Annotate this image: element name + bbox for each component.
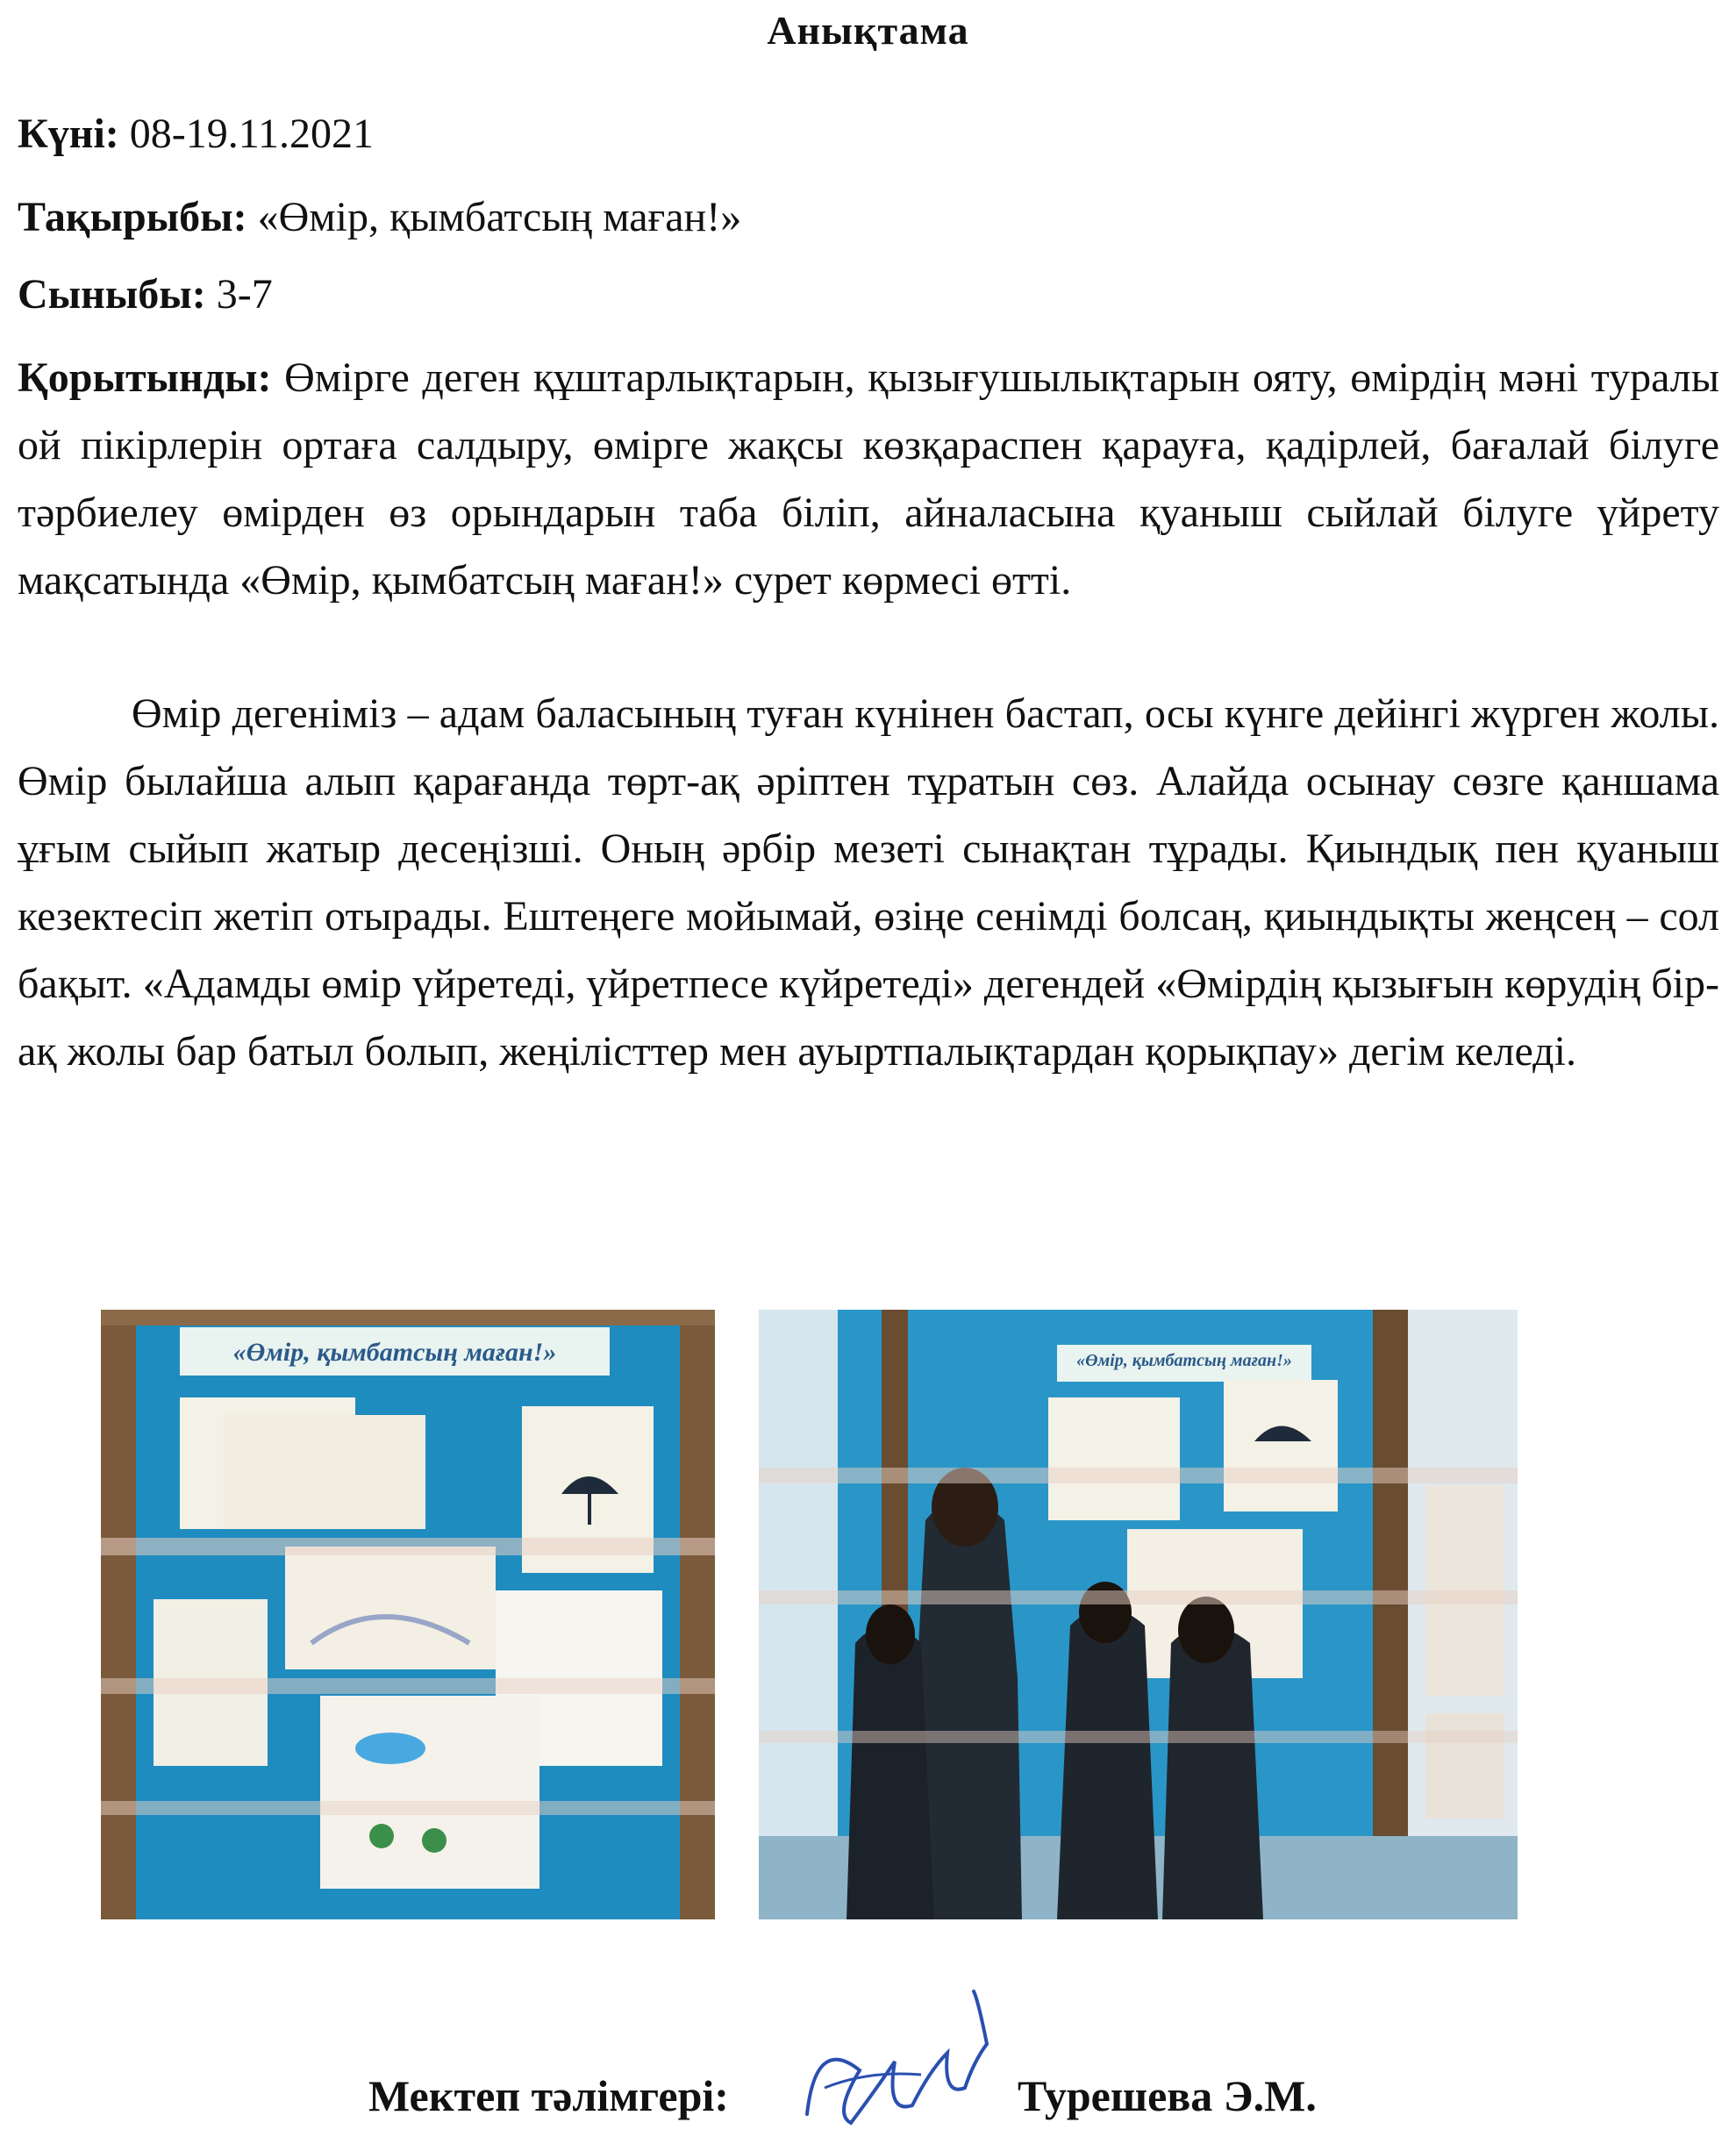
- conclusion-text: Өмірге деген құштарлықтарын, қызығушылықтарын ояту, өмірдің мәні туралы ой пікірлерін ортаға салдыру, өмірге жақсы көзқараспен қарауға, қадірлей, бағалай білуге тәрбиелеу өмірден өз орындарын таба біліп, айналасына қуаныш сыйлай білуге үйрету мақсатында «Өмір, қымбатсың маған!» сурет көрмесі өтті.: [18, 354, 1719, 604]
- grade-label: Сыныбы:: [18, 271, 206, 318]
- document-title: Анықтама: [767, 8, 969, 53]
- conclusion-label: Қорытынды:: [18, 354, 272, 401]
- conclusion-paragraph: [18, 344, 1719, 614]
- topic-line: [18, 191, 741, 244]
- signatory-name: Турешева Э.М.: [1018, 2071, 1317, 2120]
- body-text: Өмір дегеніміз – адам баласының туған күнінен бастап, осы күнге дейінгі жүрген жолы. Өмір былайша алып қарағанда төрт-ақ әріптен тұратын сөз. Алайда осынау сөзге қаншама ұғым сыйып жатыр десеңізші. Оның әрбір мезеті сынақтан тұрады. Қиындық пен қуаныш кезектесіп жетіп отырады. Ештеңеге мойымай, өзіңе сенімді болсаң, қиындықты жеңсең – сол бақыт. «Адамды өмір үйретеді, үйретпесе күйретеді» дегендей «Өмірдің қызығын көрудің бір-ақ жолы бар батыл болып, жеңілісттер мен ауыртпалықтардан қорықпау» дегім келеді.: [18, 690, 1719, 1075]
- date-value: 08-19.11.2021: [129, 111, 374, 157]
- exhibition-photo-left: [101, 1310, 715, 1919]
- signature-row: [368, 2062, 1421, 2132]
- left-photo-banner: «Өмір, қымбатсың маған!»: [232, 1338, 557, 1367]
- date-label: Күні:: [18, 111, 119, 157]
- grade-value: 3-7: [216, 271, 273, 318]
- signature-label: Мектеп тәлімгері:: [368, 2071, 729, 2120]
- body-paragraph: [18, 680, 1719, 1085]
- topic-value: «Өмір, қымбатсың маған!»: [257, 194, 742, 240]
- right-photo-banner: «Өмір, қымбатсың маған!»: [1076, 1351, 1292, 1370]
- grade-line: [18, 268, 273, 321]
- date-line: [18, 108, 374, 161]
- handwritten-signature: [798, 1983, 1000, 2151]
- exhibition-photo-right: [759, 1310, 1518, 1919]
- topic-label: Тақырыбы:: [18, 194, 247, 240]
